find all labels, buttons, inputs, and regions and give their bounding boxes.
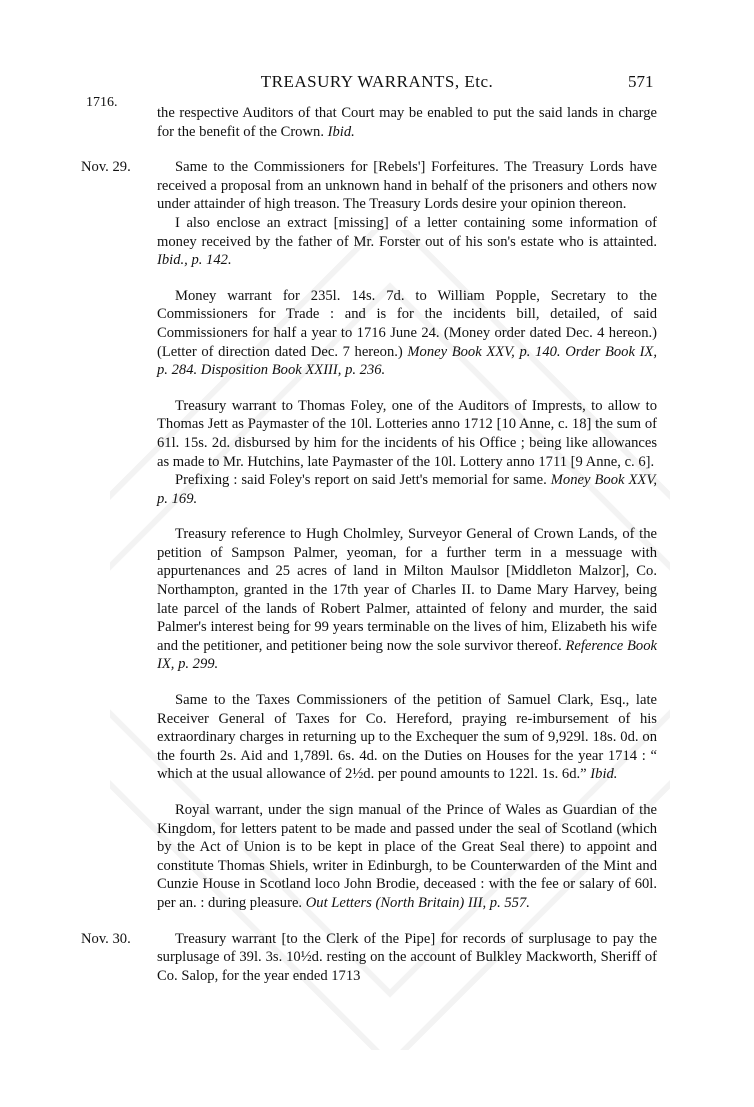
entry-text: the respective Auditors of that Court may be enabled to put the said lands in charge for the benefit of the Crown. [157,105,657,140]
entry-paragraph [157,691,657,784]
entry-paragraph [157,104,657,141]
page-number: 571 [628,72,654,91]
entry-reference: Reference Book IX, p. 299. [157,637,657,673]
entry-text: Same to the Taxes Commissioners of the petition of Samuel Clark, Esq., late Receiver General of Taxes for Co. Hereford, praying re-imbursement of his extraordinary charges in returning up to the Exchequer the sum of 9,929l. 18s. 0d. on the fourth 2s. Aid and 1,789l. 6s. 4d. on the Duties on Houses for the year 1714 : “ which at the usual allowance of 2½d. per pound amounts to 122l. 1s. 6d.” [157,692,657,783]
entry-paragraph [157,525,657,674]
margin-date: Nov. 30. [81,930,131,947]
entry-text: I also enclose an extract [missing] of a letter containing some information of money received by the father of Mr. Forster out of his son's estate who is attainted. [157,214,657,250]
entry-reference: Ibid., p. 142. [157,252,232,269]
entry-paragraph [157,801,657,913]
entry-reference: Ibid. [327,123,355,140]
entry-reference: Ibid. [590,766,618,783]
entry-text: Treasury reference to Hugh Cholmley, Surveyor General of Crown Lands, of the petition of Sampson Palmer, yeoman, for a further term in a messuage with appurtenances and 25 acres of land in Milton Maulsor [Middleton Malzor], Co. Northampton, granted in the 17th year of Charles II. to Dame Mary Harvey, being late parcel of the lands of Robert Palmer, attainted of felony and murder, the said Palmer's interest being for 99 years terminable on the lives of him, Elizabeth his wife and the petitioner, and petitioner being now the sole survivor thereof. [157,526,657,654]
entry-reference: Money Book XXV, p. 140. Order Book IX, p. 284. Disposition Book XXIII, p. 236. [157,343,657,379]
entry-paragraph [157,214,657,270]
entry-forfeitures [81,158,657,270]
entry-money-warrant-popple [157,287,657,380]
entry-auditors [157,104,657,141]
margin-date: Nov. 29. [81,159,131,176]
entry-royal-warrant-shiels [157,801,657,913]
entry-text: Same to the Commissioners for [Rebels'] Forfeitures. The Treasury Lords have received a proposal from an unknown hand in behalf of the prisoners and others now under attainder of high treason. The Treasury Lords desire your opinion thereon. [157,159,657,213]
entry-reference: Out Letters (North Britain) III, p. 557. [305,894,530,911]
entry-text: Treasury warrant [to the Clerk of the Pipe] for records of surplusage to pay the surplusage of 39l. 3s. 10½d. resting on the account of Bulkley Mackworth, Sheriff of Co. Salop, for the year ended 1713 [157,930,657,984]
entry-text: Treasury warrant to Thomas Foley, one of the Auditors of Imprests, to allow to Thomas Jett as Paymaster of the 10l. Lotteries anno 1712 [10 Anne, c. 18] the sum of 61l. 15s. 2d. disbursed by him for the incidents of his Office ; being like allowances as made to Mr. Hutchins, late Paymaster of the 10l. Lottery anno 1711 [9 Anne, c. 6]. [157,397,657,470]
entry-paragraph [157,471,657,508]
entry-reference-cholmley [157,525,657,674]
entry-paragraph [157,397,657,471]
entry-text: Royal warrant, under the sign manual of the Prince of Wales as Guardian of the Kingdom, for letters patent to be made and passed under the seal of Scotland (which by the Act of Union is to be kept in place of the Great Seal there) to appoint and constitute Thomas Shiels, writer in Edinburgh, to be Counterwarden of the Mint and Cunzie House in Scotland loco John Brodie, deceased : with the fee or salary of 60l. per an. : during pleasure. [157,802,657,911]
margin-year: 1716. [86,95,118,110]
entry-reference: Money Book XXV, p. 169. [157,472,658,507]
entry-paragraph [157,158,657,214]
entry-text: Prefixing : said Foley's report on said Jett's memorial for same. [175,472,551,489]
document-body [81,104,658,1002]
entry-taxes-clark [157,691,657,784]
entry-paragraph [157,287,657,380]
entry-warrant-surplusage [81,930,657,986]
entry-text: Money warrant for 235l. 14s. 7d. to William Popple, Secretary to the Commissioners for Trade : and is for the incidents bill, detailed, of said Commissioners for half a year to 1716 June 24. (Money order dated Dec. 4 hereon.) (Letter of direction dated Dec. 7 hereon.) [157,287,657,360]
entry-paragraph [157,930,657,986]
running-title: TREASURY WARRANTS, Etc. [260,72,494,91]
entry-warrant-foley [157,397,657,509]
